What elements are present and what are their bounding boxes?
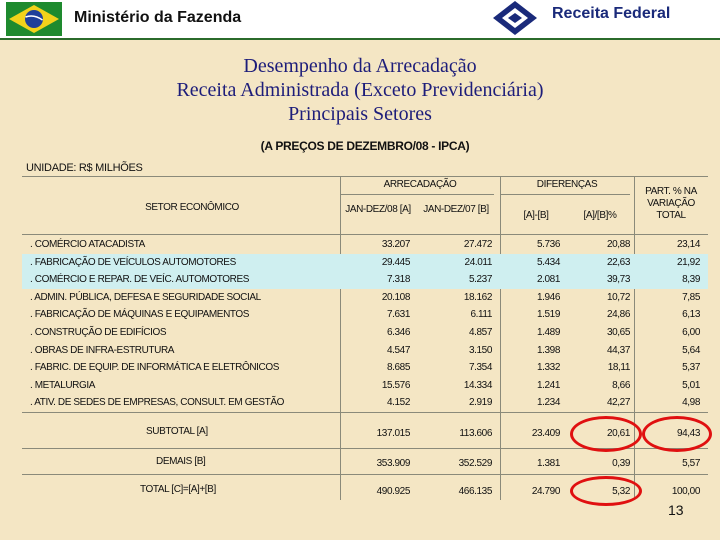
value-jan-dez-08: 4.547	[386, 344, 410, 356]
table-row	[22, 394, 708, 412]
value-jan-dez-07: 27.472	[463, 239, 492, 250]
slide-header	[0, 0, 720, 40]
total-diff: 24.790	[531, 486, 560, 497]
value-difference: 5.736	[536, 239, 560, 250]
total-pct: 5,32	[612, 486, 630, 497]
header-col-b: JAN-DEZ/07 [B]	[423, 204, 489, 215]
title-line-3: Principais Setores	[288, 103, 432, 125]
table-row	[22, 359, 708, 377]
subtotal-b: 113.606	[459, 428, 492, 439]
table-row	[22, 306, 708, 324]
demais-b: 352.529	[458, 458, 492, 469]
agency-name: Receita Federal	[552, 5, 671, 22]
value-difference: 1.519	[536, 309, 560, 321]
subtotal-pct: 20,61	[606, 428, 630, 439]
value-jan-dez-08: 29.445	[381, 256, 410, 268]
receita-federal-logo	[492, 0, 538, 36]
total-part: 100,00	[671, 486, 700, 497]
value-participation: 21,92	[676, 256, 700, 268]
total-a: 490.925	[376, 486, 410, 497]
sector-name: . FABRICAÇÃO DE MÁQUINAS E EQUIPAMENTOS	[30, 309, 250, 321]
value-participation: 6,13	[682, 309, 700, 321]
value-percent-change: 18,11	[607, 362, 630, 374]
value-participation: 23,14	[676, 239, 700, 250]
value-difference: 1.332	[536, 362, 560, 374]
value-jan-dez-07: 7.354	[468, 362, 492, 374]
value-percent-change: 8,66	[612, 379, 630, 391]
value-jan-dez-07: 2.919	[468, 397, 492, 409]
total-b: 466.135	[458, 486, 492, 497]
ministry-name: Ministério da Fazenda	[74, 9, 242, 26]
value-participation: 6,00	[682, 327, 700, 338]
value-percent-change: 10,72	[606, 291, 630, 303]
value-jan-dez-07: 4.857	[468, 327, 492, 338]
sector-name: . ATIV. DE SEDES DE EMPRESAS, CONSULT. EM GESTÃO	[30, 397, 285, 409]
header-col-pct: [A]/[B]%	[583, 210, 617, 221]
table-row	[22, 342, 708, 360]
value-percent-change: 42,27	[606, 397, 630, 409]
value-percent-change: 24,86	[606, 309, 630, 321]
sector-name: . OBRAS DE INFRA-ESTRUTURA	[30, 344, 175, 356]
value-jan-dez-07: 5.237	[468, 274, 492, 286]
annotation-circle-subtotal-pct	[570, 416, 642, 452]
value-participation: 8,39	[682, 274, 700, 286]
value-jan-dez-07: 6.111	[470, 309, 492, 321]
value-participation: 4,98	[682, 397, 700, 409]
value-jan-dez-07: 14.334	[463, 379, 492, 391]
sector-name: . FABRIC. DE EQUIP. DE INFORMÁTICA E ELETRÔNICOS	[30, 362, 279, 374]
value-difference: 1.398	[536, 344, 560, 356]
value-difference: 5.434	[536, 256, 560, 268]
value-difference: 1.241	[536, 379, 560, 391]
brazil-flag-logo	[6, 2, 62, 36]
value-percent-change: 39,73	[606, 274, 630, 286]
header-col-diff: [A]-[B]	[523, 210, 549, 221]
value-difference: 2.081	[536, 274, 560, 286]
value-participation: 5,64	[682, 344, 700, 356]
subtotal-label: SUBTOTAL [A]	[146, 426, 208, 437]
value-percent-change: 20,88	[606, 239, 630, 250]
sector-name: . FABRICAÇÃO DE VEÍCULOS AUTOMOTORES	[30, 256, 236, 268]
demais-diff: 1.381	[536, 458, 560, 469]
value-percent-change: 30,65	[606, 327, 630, 338]
sector-name: . COMÉRCIO E REPAR. DE VEÍC. AUTOMOTORES	[30, 274, 250, 286]
sector-name: . COMÉRCIO ATACADISTA	[30, 239, 145, 250]
header-diferencas: DIFERENÇAS	[536, 179, 598, 190]
value-jan-dez-08: 33.207	[381, 239, 410, 250]
value-jan-dez-08: 8.685	[386, 362, 410, 374]
demais-part: 5,57	[682, 458, 700, 469]
table-row	[22, 289, 708, 307]
subtotal-diff: 23.409	[531, 428, 560, 439]
slide-title	[0, 54, 720, 126]
header-participacao: PART. % NA VARIAÇÃO TOTAL	[645, 186, 697, 221]
value-difference: 1.234	[536, 397, 560, 409]
sector-table	[22, 176, 708, 500]
value-participation: 5,01	[682, 379, 700, 391]
value-difference: 1.489	[536, 327, 560, 338]
annotation-circle-total-pct	[570, 476, 642, 506]
subtotal-part: 94,43	[676, 428, 700, 439]
value-jan-dez-08: 6.346	[386, 327, 410, 338]
subtotal-a: 137.015	[376, 428, 410, 439]
table-row	[22, 236, 708, 254]
total-label: TOTAL [C]=[A]+[B]	[140, 484, 216, 495]
table-row	[22, 271, 708, 289]
value-jan-dez-07: 24.011	[464, 256, 492, 268]
value-participation: 7,85	[682, 291, 700, 303]
table-row	[22, 324, 708, 342]
value-difference: 1.946	[536, 291, 560, 303]
header-col-a: JAN-DEZ/08 [A]	[345, 204, 411, 215]
demais-pct: 0,39	[612, 458, 630, 469]
value-percent-change: 22,63	[606, 256, 630, 268]
header-arrecadacao: ARRECADAÇÃO	[383, 179, 457, 190]
value-jan-dez-07: 3.150	[468, 344, 492, 356]
value-jan-dez-08: 20.108	[381, 291, 410, 303]
sector-name: . METALURGIA	[30, 379, 96, 391]
header-setor: SETOR ECONÔMICO	[145, 202, 239, 213]
prices-note: (A PREÇOS DE DEZEMBRO/08 - IPCA)	[260, 139, 470, 153]
sector-name: . CONSTRUÇÃO DE EDIFÍCIOS	[30, 327, 167, 338]
demais-a: 353.909	[376, 458, 410, 469]
title-line-1: Desempenho da Arrecadação	[243, 55, 477, 77]
value-participation: 5,37	[682, 362, 700, 374]
value-jan-dez-08: 15.576	[381, 379, 410, 391]
title-line-2: Receita Administrada (Exceto Previdenciária)	[176, 79, 544, 101]
sector-name: . ADMIN. PÚBLICA, DEFESA E SEGURIDADE SOCIAL	[30, 291, 261, 303]
demais-label: DEMAIS [B]	[156, 456, 206, 467]
value-jan-dez-08: 7.631	[386, 309, 410, 321]
table-row	[22, 254, 708, 272]
value-jan-dez-08: 7.318	[386, 274, 410, 286]
page-number: 13	[668, 502, 684, 518]
table-row	[22, 377, 708, 395]
value-jan-dez-07: 18.162	[463, 291, 492, 303]
unit-label: UNIDADE: R$ MILHÕES	[26, 162, 143, 174]
annotation-circle-subtotal-part	[642, 416, 712, 452]
value-percent-change: 44,37	[606, 344, 630, 356]
value-jan-dez-08: 4.152	[386, 397, 410, 409]
